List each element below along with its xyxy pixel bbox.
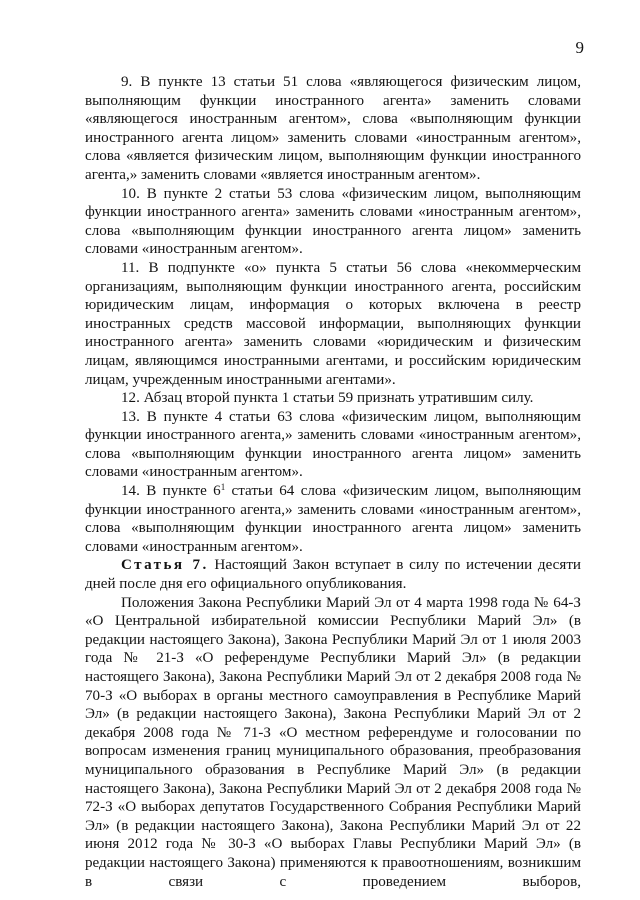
paragraph-provisions: Положения Закона Республики Марий Эл от 4 марта 1998 года № 64-З «О Центральной избирательной комиссии Республики Марий Эл» (в редакции настоящего Закона), Закона Республики Марий Эл от 1 июля 2003 года № 21-З «О референдуме Республики Марий Эл» (в редакции настоящего Закона), Закона Республики Марий Эл от 2 декабря 2008 года № 70-З «О выборах в органы местного самоуправления в Республике Марий Эл» (в редакции настоящего Закона), Закона Республики Марий Эл от 2 декабря 2008 года № 71-З «О местном референдуме и голосовании по вопросам изменения границ муниципального образования, преобразования муниципального образования в Республике Марий Эл» (в редакции настоящего Закона), Закона Республики Марий Эл от 2 декабря 2008 года № 72-З «О выборах депутатов Государственного Собрания Республики Марий Эл» (в редакции настоящего Закона), Закона Республики Марий Эл от 22 июня 2012 года № 30-З «О выборах Главы Республики Марий Эл» (в редакции настоящего Закона) применяются к правоотношениям, возникшим в связи с проведением выборов, bbox=[85, 594, 581, 890]
paragraph-item-9: 9. В пункте 13 статьи 51 слова «являющегося физическим лицом, выполняющим функции иностранного агента» заменить словами «являющегося иностранным агентом», слова «выполняющим функции иностранного агента лицом» заменить словами «иностранным агентом», слова «является физическим лицом, выполняющим функции иностранного агента,» заменить словами «является иностранным агентом». bbox=[85, 74, 581, 183]
item-14-superscript: 1 bbox=[220, 482, 226, 493]
paragraph-item-10: 10. В пункте 2 статьи 53 слова «физическим лицом, выполняющим функции иностранного агента» заменить словами «иностранным агентом», слова «выполняющим функции иностранного агента лицом» заменить словами «иностранным агентом». bbox=[85, 185, 581, 258]
paragraph-item-11: 11. В подпункте «о» пункта 5 статьи 56 слова «некоммерческим организациям, выполняющим функции иностранного агента, российским юридическим лицам, информация о которых включена в реестр иностранных средств массовой информации, выполняющих функции иностранного агента» заменить словами «юридическим и физическим лицам, являющимся иностранными агентами, и российским юридическим лицам, учрежденным иностранными агентами». bbox=[85, 259, 581, 388]
paragraph-article-7 bbox=[85, 556, 581, 593]
item-14-rest: статьи 64 слова «физическим лицом, выполняющим функции иностранного агента,» заменить словами «иностранным агентом», слова «выполняющим функции иностранного агента лицом» заменить словами «иностранным агентом». bbox=[85, 483, 581, 555]
item-14-lead: 14. В пункте 6 bbox=[121, 483, 221, 500]
paragraph-item-14 bbox=[85, 482, 581, 556]
paragraph-item-12: 12. Абзац второй пункта 1 статьи 59 признать утратившим силу. bbox=[121, 390, 534, 407]
document-body bbox=[85, 73, 581, 891]
paragraph-item-13: 13. В пункте 4 статьи 63 слова «физическим лицом, выполняющим функции иностранного агента,» заменить словами «иностранным агентом», слова «выполняющим функции иностранного агента лицом» заменить словами «иностранным агентом». bbox=[85, 408, 581, 481]
article-7-text: Настоящий Закон вступает в силу по истечении десяти дней после дня его официального опубликования. bbox=[85, 557, 581, 593]
page-number: 9 bbox=[575, 38, 584, 57]
article-7-heading: Статья 7. bbox=[121, 557, 209, 574]
